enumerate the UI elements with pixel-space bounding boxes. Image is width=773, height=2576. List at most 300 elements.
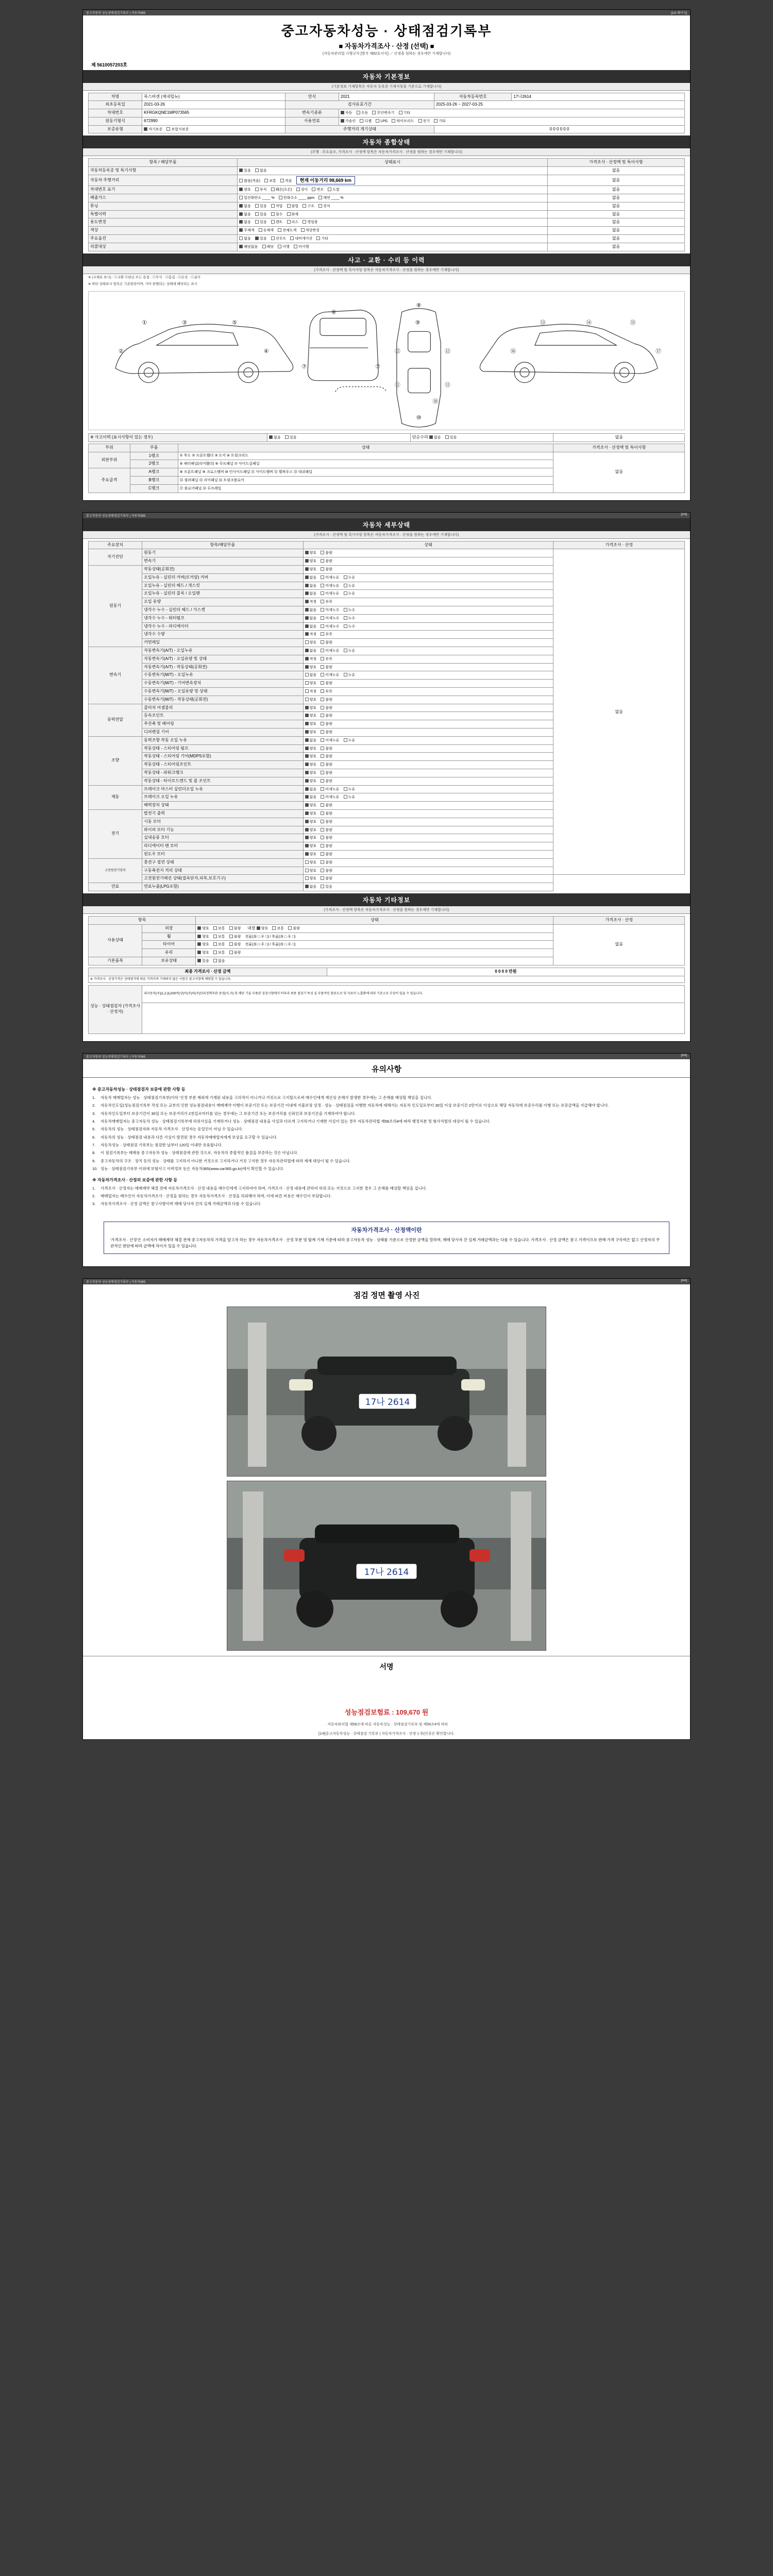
opt-low[interactable]: 부족 [321, 632, 332, 637]
rankB-parts: ⑭ 필러패널 ⑮ 리어패널 ⑯ 트렁크플로어 [178, 477, 553, 485]
item-label: 커먼레일 [142, 639, 303, 647]
fuel-options[interactable] [339, 117, 684, 125]
opt-none[interactable]: 없음 [305, 787, 317, 792]
list-item: 3. 자동차가격조사 · 산정 금액은 참고사항이며 매매 당사자 간의 실제 거래금액과 다를 수 있습니다. [92, 1201, 681, 1207]
opt-leak[interactable]: 누유 [344, 787, 356, 792]
trans-opt-cvt[interactable]: 무단변속기 [372, 111, 394, 115]
rank1-parts: ① 후드 ② 프론트휀더 ③ 도어 ④ 트렁크리드 [178, 452, 553, 460]
options-opt-nav[interactable]: 내비게이션 [290, 236, 312, 241]
opt-normal[interactable]: 보통 [213, 951, 225, 955]
usechange-opt-biz[interactable]: 영업용 [303, 220, 317, 225]
item-state[interactable] [303, 826, 553, 834]
usechange-opt-lease[interactable]: 리스 [287, 220, 299, 225]
tuning-opt-legal[interactable]: 적법 [271, 204, 283, 209]
item-state[interactable] [303, 655, 553, 663]
list-item: 1. 자동차 매매업자는 성능 · 상태점검기록부(이하 '산정 부분 제외에 기재된 내용을 고의적이 아니거나 거짓으로 고지할으로써 매수인에게 재산상 손해가 발생한 경우에는 그 손해를 배상할 책임을 집니다. [92, 1095, 681, 1101]
color-opt-repaint[interactable]: 전체도색 [278, 228, 296, 233]
mileage-value: 현재 이동거리 98,669 km [296, 176, 355, 184]
warranty-opt-insurer[interactable]: 보험사보증 [166, 127, 189, 132]
opt-micro[interactable]: 미세누수 [321, 608, 339, 613]
opt-micro[interactable]: 미세누유 [321, 673, 339, 677]
fuel-opt-lpg[interactable]: LPG [376, 119, 388, 124]
item-state[interactable] [303, 663, 553, 671]
opt-low[interactable]: 부족 [321, 657, 332, 662]
opt-bad[interactable]: 불량 [321, 860, 332, 865]
opt-ok[interactable]: 적정 [305, 600, 317, 604]
opt-bad[interactable]: 불량 [321, 559, 332, 564]
opt-good[interactable]: 양호 [305, 559, 317, 564]
opt-good[interactable]: 양호 [305, 665, 317, 670]
table-row [89, 109, 685, 117]
color-opt-chromatic[interactable]: 유채색 [259, 228, 274, 233]
opt-good[interactable]: 양호 [197, 951, 209, 955]
accident-opt-yes[interactable]: 있음 [285, 435, 297, 440]
item-state[interactable] [303, 793, 553, 802]
opt-good[interactable]: 양호 [305, 714, 317, 718]
opt-good[interactable]: 양호 [305, 771, 317, 775]
item-state[interactable] [303, 712, 553, 720]
inspector-sign-area[interactable] [142, 1003, 685, 1033]
item-state[interactable] [303, 753, 553, 761]
table-row [89, 968, 685, 976]
row-note-special: 없음 [547, 210, 684, 218]
row-label-mileage: 자동차 주행거리 [89, 175, 238, 186]
tuning-opt-struct[interactable]: 구조 [303, 204, 314, 209]
opt-good[interactable]: 양호 [305, 730, 317, 735]
recall-opt-done[interactable]: 이행 [278, 245, 290, 249]
opt-yes[interactable]: 있음 [321, 885, 332, 889]
trans-options[interactable] [339, 109, 684, 117]
item-state[interactable] [303, 777, 553, 785]
item-state[interactable] [303, 671, 553, 680]
table-row [89, 883, 685, 891]
fuel-opt-etc[interactable]: 기타 [434, 119, 446, 124]
item-state[interactable] [303, 680, 553, 688]
opt-no[interactable]: 없음 [213, 959, 225, 963]
item-state[interactable] [303, 549, 553, 557]
etc-state-holding[interactable] [196, 957, 553, 965]
color-opt-achromatic[interactable]: 무채색 [239, 228, 254, 233]
notice-item-text: 자동차성능 · 상태점검 기록부는 점검한 날부터 120일 이내만 유효합니다. [100, 1143, 223, 1148]
item-state[interactable] [303, 590, 553, 598]
item-state[interactable] [303, 834, 553, 842]
opt-bad[interactable]: 불량 [321, 730, 332, 735]
detail-section [83, 539, 690, 893]
opt-good[interactable]: 양호 [305, 698, 317, 702]
item-state[interactable] [303, 622, 553, 631]
recall-opt-yes[interactable]: 해당 [262, 245, 274, 249]
etc-state-exterior[interactable] [196, 924, 553, 933]
opt-yes[interactable]: 있음 [197, 959, 209, 963]
item-state[interactable] [303, 858, 553, 867]
table-row [89, 202, 685, 210]
item-state[interactable] [303, 639, 553, 647]
options-opt-none[interactable]: 없음 [239, 236, 251, 241]
opt-bad[interactable]: 불량 [321, 762, 332, 767]
warranty-opt-self[interactable]: 자기보증 [144, 127, 162, 132]
opt-good[interactable]: 양호 [305, 803, 317, 808]
opt-bad[interactable]: 불량 [321, 836, 332, 840]
options-opt-etc[interactable]: 기타 [316, 236, 328, 241]
opt-none[interactable]: 없음 [305, 624, 317, 629]
options-opt-yes[interactable]: 있음 [255, 236, 267, 241]
opt-good[interactable]: 양호 [305, 869, 317, 873]
opt-normal[interactable]: 보통 [213, 926, 225, 931]
etc-state-glass[interactable] [196, 949, 553, 957]
fuel-opt-gasoline[interactable]: 가솔린 [341, 119, 356, 124]
opt-ok[interactable]: 적정 [305, 689, 317, 694]
special-opt-fire[interactable]: 화재 [287, 212, 299, 217]
sheet2-tag-left: 중고자동차 성능상태점검기록부 | 자동차365 [86, 514, 146, 518]
overall-table [88, 158, 685, 251]
opt-good[interactable]: 양호 [305, 779, 317, 784]
year-value: 2021 [339, 93, 434, 101]
trans-opt-manual[interactable]: 수동 [357, 111, 368, 115]
vinmark-opt-1[interactable]: 부식 [255, 188, 267, 192]
fee-label: 성능점검보험료 : [344, 1708, 394, 1717]
table-row [89, 976, 685, 982]
usechange-opt-rent[interactable]: 렌트 [271, 220, 283, 225]
notice-item-text: 자동차인도일부터 보증기간이 30일 또는 보증거리가 2천킬로미터를 넘는 경우에는 그 보증기간 또는 보증거리를 신뢰인과 보증기간을 기재하여야 합니다. [100, 1111, 356, 1116]
tuning-opt-none[interactable]: 없음 [239, 204, 251, 209]
opt2-normal[interactable]: 보통 [272, 926, 284, 931]
opt-leak[interactable]: 누수 [344, 624, 356, 629]
item-state[interactable] [303, 566, 553, 574]
opt-bad[interactable]: 불량 [321, 779, 332, 784]
opt-bad[interactable]: 불량 [321, 811, 332, 816]
opt-bad[interactable]: 불량 [321, 828, 332, 833]
vinmark-opt-5[interactable]: 도말 [328, 188, 340, 192]
list-item: 3. 자동차인도일부터 보증기간이 30일 또는 보증거리가 2천킬로미터를 넘는 경우에는 그 보증기간 또는 보증거리를 신뢰인과 보증기간을 기재하여야 합니다. [92, 1111, 681, 1117]
inspector-sign-note: 내자동차(주)(1,2,3),000여(상)아(주)하(주)단위정책주관·중점(사,자) 및 해단 기술 부품관 검검시험에서 비파괴 최종 점검기 특성 실 부품적인 완료도로 및 자료이 노흡화에 따라 기존소로 부상이 있을 수 있습니다. [142, 985, 685, 1003]
opt-leak[interactable]: 누유 [344, 649, 356, 653]
opt-bad[interactable]: 불량 [321, 844, 332, 849]
item-state[interactable] [303, 631, 553, 639]
etc-state-tire[interactable] [196, 941, 553, 949]
vinmark-opt-4[interactable]: 변조 [312, 188, 324, 192]
opt-good[interactable]: 양호 [305, 852, 317, 857]
opt-leak[interactable]: 누수 [344, 616, 356, 621]
opt-bad[interactable]: 불량 [321, 747, 332, 751]
simple-repair-opt-none[interactable]: 없음 [429, 435, 441, 440]
item-state[interactable] [303, 736, 553, 744]
opt-none[interactable]: 없음 [305, 608, 317, 613]
parts-note-value: 없음 [553, 452, 685, 493]
opt-leak[interactable]: 누유 [344, 673, 356, 677]
rank2-label: 2랭크 [130, 460, 178, 468]
opt-bad[interactable]: 불량 [321, 665, 332, 670]
opt-micro[interactable]: 미세누유 [321, 584, 339, 588]
opt-bad[interactable]: 불량 [321, 820, 332, 824]
item-label: 발전기 출력 [142, 809, 303, 818]
rankA-label: A랭크 [130, 468, 178, 477]
item-state[interactable] [303, 582, 553, 590]
vinmark-opt-0[interactable]: 양호 [239, 188, 251, 192]
regcert-opt-no[interactable]: 없음 [255, 168, 267, 173]
item-label: 변속기 [142, 557, 303, 566]
opt-good[interactable]: 양호 [305, 860, 317, 865]
opt-good[interactable]: 양호 [305, 681, 317, 686]
opt-good[interactable]: 양호 [305, 706, 317, 710]
item-state[interactable] [303, 875, 553, 883]
opt-none[interactable]: 없음 [305, 649, 317, 653]
item-label: 수동변속기(M/T) - 오일유량 및 상태 [142, 688, 303, 696]
usechange-opt-none[interactable]: 없음 [239, 220, 251, 225]
tuning-opt-illegal[interactable]: 불법 [287, 204, 299, 209]
row-state-emission[interactable] [238, 194, 548, 202]
row-state-vinmark[interactable] [238, 186, 548, 194]
special-opt-none[interactable]: 없음 [239, 212, 251, 217]
warranty-options[interactable] [142, 125, 285, 133]
opt-bad[interactable]: 불량 [321, 706, 332, 710]
sheet4-tag-right: [4/4] [681, 1279, 687, 1283]
opt-leak[interactable]: 누수 [344, 608, 356, 613]
accident-history-section [83, 431, 690, 495]
item-state[interactable] [303, 606, 553, 615]
opt-none[interactable]: 없음 [305, 795, 317, 800]
item-state[interactable] [303, 696, 553, 704]
emission-hc[interactable]: 탄화수소 ____ ppm [279, 196, 314, 200]
item-state[interactable] [303, 728, 553, 737]
opt-none[interactable]: 없음 [305, 575, 317, 580]
opt-good[interactable]: 양호 [305, 844, 317, 849]
accident-history-options[interactable] [267, 434, 411, 442]
opt2-good[interactable]: 양호 [257, 926, 268, 931]
item-label: 냉각수 누수 - 실린더 헤드 / 가스켓 [142, 606, 303, 615]
item-state[interactable] [303, 598, 553, 606]
opt-low[interactable]: 부족 [321, 600, 332, 604]
item-state[interactable] [303, 842, 553, 851]
trans-opt-etc[interactable]: 기타 [399, 111, 411, 115]
opt-normal[interactable]: 보통 [213, 942, 225, 947]
opt-good[interactable]: 양호 [305, 754, 317, 759]
opt-bad[interactable]: 불량 [321, 567, 332, 572]
overall-col-item: 항목 / 해당부품 [89, 159, 238, 167]
fuel-opt-diesel[interactable]: 디젤 [360, 119, 372, 124]
accident-opt-none[interactable]: 없음 [269, 435, 281, 440]
item-state[interactable] [303, 883, 553, 891]
opt-good[interactable]: 양호 [305, 551, 317, 555]
opt-bad[interactable]: 불량 [321, 869, 332, 873]
table-row [89, 227, 685, 235]
item-state[interactable] [303, 785, 553, 793]
opt2-bad[interactable]: 불량 [288, 926, 300, 931]
total-price-value: 0 0 0 0 만원 [327, 968, 684, 976]
opt-bad[interactable]: 불량 [321, 698, 332, 702]
inspect-label: 검사유효기간 [285, 101, 434, 109]
item-state[interactable] [303, 769, 553, 777]
tuning-opt-yes[interactable]: 있음 [255, 204, 267, 209]
row-state-tuning[interactable] [238, 202, 548, 210]
opt-good[interactable]: 양호 [305, 811, 317, 816]
opt-leak[interactable]: 누유 [344, 738, 356, 743]
opt-micro[interactable]: 미세누유 [321, 738, 339, 743]
item-state[interactable] [303, 557, 553, 566]
usechange-opt-yes[interactable]: 있음 [255, 220, 267, 225]
opt-micro[interactable]: 미세누유 [321, 591, 339, 596]
row-state-options[interactable] [238, 235, 548, 243]
row-label-usechange: 용도변경 [89, 218, 238, 227]
emission-co[interactable]: 일산화탄소 ____ % [239, 196, 275, 200]
opt-bad[interactable]: 불량 [229, 951, 241, 955]
table-header-row [89, 159, 685, 167]
opt-none[interactable]: 없음 [305, 673, 317, 677]
opt-micro[interactable]: 미세누유 [321, 787, 339, 792]
item-label: 고전원전기배선 상태(접속단자,피복,보호기구) [142, 875, 303, 883]
detail-col-state: 상태 [303, 541, 553, 549]
vin-label: 차대번호 [89, 109, 142, 117]
table-row [89, 243, 685, 251]
item-state[interactable] [303, 614, 553, 622]
mileage-opt-normal[interactable]: 보통 [264, 179, 276, 183]
opt-bad[interactable]: 불량 [229, 935, 241, 939]
regcert-opt-yes[interactable]: 있음 [239, 168, 251, 173]
opt-good[interactable]: 양호 [197, 926, 209, 931]
signature-area[interactable] [83, 1674, 690, 1705]
opt-bad[interactable]: 불량 [321, 852, 332, 857]
opt-none[interactable]: 없음 [305, 616, 317, 621]
opt-bad[interactable]: 불량 [321, 681, 332, 686]
item-state[interactable] [303, 647, 553, 655]
simple-repair-options[interactable] [410, 434, 553, 442]
svg-text:④: ④ [263, 348, 269, 355]
trans-opt-auto[interactable]: 자동 [341, 111, 352, 115]
vin-value: KFRGKQNE1MP073565 [142, 109, 285, 117]
item-state[interactable] [303, 688, 553, 696]
opt-micro[interactable]: 미세누수 [321, 616, 339, 621]
opt-micro[interactable]: 미세누수 [321, 624, 339, 629]
item-state[interactable] [303, 573, 553, 582]
special-opt-yes[interactable]: 있음 [255, 212, 267, 217]
color-opt-changed[interactable]: 색상변경 [301, 228, 320, 233]
row-state-regcert[interactable] [238, 167, 548, 175]
opt-ok[interactable]: 적정 [305, 657, 317, 662]
tuning-opt-device[interactable]: 장치 [318, 204, 330, 209]
group-engine: 원동기 [89, 566, 142, 647]
opt-good[interactable]: 양호 [305, 876, 317, 881]
opt-leak[interactable]: 누유 [344, 795, 356, 800]
wheel-detail: 전륜(좌 □ 우 □) / 후륜(좌 □ 우 □) [245, 935, 296, 939]
opt-bad[interactable]: 불량 [321, 771, 332, 775]
item-state[interactable] [303, 720, 553, 728]
row-state-usechange[interactable] [238, 218, 548, 227]
item-state[interactable] [303, 850, 553, 858]
opt-micro[interactable]: 미세누유 [321, 575, 339, 580]
car-diagram-svg [89, 292, 684, 430]
opt-none[interactable]: 없음 [305, 591, 317, 596]
opt-bad[interactable]: 불량 [229, 926, 241, 931]
opt-micro[interactable]: 미세누유 [321, 795, 339, 800]
opt-ok[interactable]: 적정 [305, 632, 317, 637]
photo-section-title: 점검 정면 촬영 사진 [353, 1291, 420, 1300]
etc-state-wheel[interactable] [196, 933, 553, 941]
opt-good[interactable]: 양호 [305, 722, 317, 726]
opt-good[interactable]: 양호 [305, 836, 317, 840]
item-label: 등속조인트 [142, 712, 303, 720]
options-opt-sunroof[interactable]: 선루프 [271, 236, 286, 241]
inspection-photo-rear [227, 1481, 546, 1651]
opt-leak[interactable]: 누유 [344, 575, 356, 580]
mileage-opt-few[interactable]: 적음 [280, 179, 292, 183]
opt-bad[interactable]: 불량 [321, 754, 332, 759]
special-opt-flood[interactable]: 침수 [271, 212, 283, 217]
opt-good[interactable]: 양호 [305, 567, 317, 572]
row-state-mileage[interactable] [238, 175, 548, 186]
vinmark-opt-2[interactable]: 훼손(오손) [271, 188, 292, 192]
emission-smoke[interactable]: 매연 ____ % [318, 196, 343, 200]
opt-leak[interactable]: 누유 [344, 591, 356, 596]
basic-info-section [83, 91, 690, 136]
recall-opt-notdone[interactable]: 미이행 [294, 245, 309, 249]
opt-bad[interactable]: 불량 [321, 803, 332, 808]
opt-leak[interactable]: 누유 [344, 584, 356, 588]
opt-good[interactable]: 양호 [197, 942, 209, 947]
rankC-parts: ⑰ 플로어패널 ⑱ 루프레일 [178, 484, 553, 493]
opt-good[interactable]: 양호 [305, 820, 317, 824]
opt-bad[interactable]: 불량 [321, 722, 332, 726]
svg-text:⑥: ⑥ [331, 309, 337, 316]
group-highvoltage: 고전원전기장치 [89, 858, 142, 883]
recall-opt-na[interactable]: 해당없음 [239, 245, 258, 249]
opt-good[interactable]: 양호 [305, 762, 317, 767]
reg-no-label: 자동차등록번호 [434, 93, 512, 101]
row-state-recall[interactable] [238, 243, 548, 251]
window-title-right: [1/4 페이지] [671, 12, 687, 15]
simple-repair-opt-yes[interactable]: 있음 [445, 435, 457, 440]
opt-micro[interactable]: 미세누유 [321, 649, 339, 653]
opt-good[interactable]: 양호 [305, 747, 317, 751]
opt-none[interactable]: 없음 [305, 885, 317, 889]
vinmark-opt-3[interactable]: 상이 [296, 188, 308, 192]
table-row [89, 549, 685, 557]
opt-good[interactable]: 양호 [197, 935, 209, 939]
row-state-color[interactable] [238, 227, 548, 235]
first-reg-value: 2021-03-26 [142, 101, 285, 109]
opt-bad[interactable]: 불량 [321, 876, 332, 881]
item-state[interactable] [303, 818, 553, 826]
item-state[interactable] [303, 704, 553, 712]
opt-normal[interactable]: 보통 [213, 935, 225, 939]
item-label: 작동상태 - 스티어링조인트 [142, 761, 303, 769]
opt-bad[interactable]: 불량 [321, 551, 332, 555]
table-row [89, 210, 685, 218]
opt-none[interactable]: 없음 [305, 584, 317, 588]
fuel-opt-hybrid[interactable]: 하이브리드 [392, 119, 414, 124]
item-state[interactable] [303, 867, 553, 875]
row-state-special[interactable] [238, 210, 548, 218]
opt-bad[interactable]: 불량 [321, 640, 332, 645]
item-state[interactable] [303, 809, 553, 818]
item-state[interactable] [303, 744, 553, 753]
fuel-label: 사용연료 [285, 117, 339, 125]
opt-bad[interactable]: 불량 [321, 714, 332, 718]
etc-table [88, 916, 685, 965]
opt-good[interactable]: 양호 [305, 640, 317, 645]
opt-low[interactable]: 부족 [321, 689, 332, 694]
opt-bad[interactable]: 불량 [229, 942, 241, 947]
item-state[interactable] [303, 761, 553, 769]
svg-text:⑨: ⑨ [415, 319, 421, 326]
table-row [89, 924, 685, 933]
item-state[interactable] [303, 802, 553, 810]
mileage-opt-many[interactable]: 많음(적음) [239, 179, 260, 183]
opt-good[interactable]: 양호 [305, 828, 317, 833]
svg-text:17나 2614: 17나 2614 [364, 1567, 409, 1578]
inspect-value: 2025-03-26 ~ 2027-03-25 [434, 101, 685, 109]
opt-none[interactable]: 없음 [305, 738, 317, 743]
fuel-opt-electric[interactable]: 전기 [418, 119, 430, 124]
tire-detail: 전륜(좌 □ 우 □) / 후륜(좌 □ 우 □) [245, 943, 296, 947]
